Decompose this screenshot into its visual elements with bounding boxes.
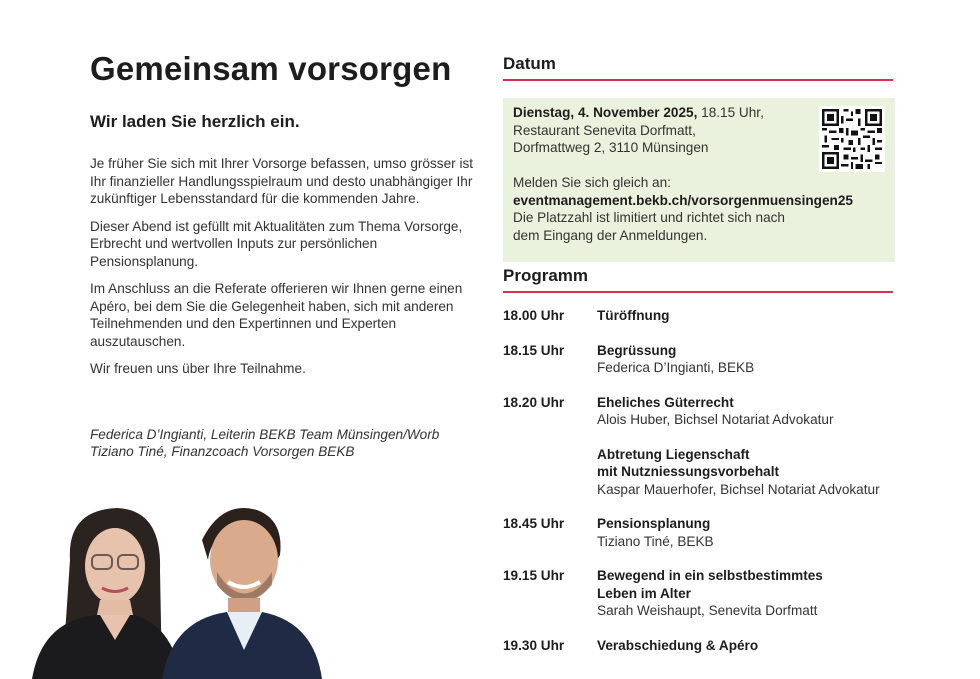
- event-info-box: [503, 98, 895, 262]
- signature-block: [90, 426, 485, 461]
- program-time: 18.00 Uhr: [503, 308, 565, 323]
- program-speaker: Tiziano Tiné, BEKB: [597, 533, 714, 549]
- program-time: 18.45 Uhr: [503, 516, 565, 531]
- program-item: [503, 515, 913, 550]
- programm-section-header: [503, 266, 893, 293]
- event-address: Dorfmattweg 2, 3110 Münsingen: [513, 140, 709, 155]
- intro-paragraph: Je früher Sie sich mit Ihrer Vorsorge befassen, umso grösser ist Ihr finanzieller Handlungsspielraum und desto unabhängiger Ihr zukünftiger Lebensstandard für die kommenden Jahre.: [90, 156, 474, 206]
- program-title: Türöffnung: [597, 308, 670, 323]
- intro-paragraph: Wir freuen uns über Ihre Teilnahme.: [90, 361, 306, 376]
- page-title: Gemeinsam vorsorgen: [90, 50, 452, 87]
- program-speaker: Alois Huber, Bichsel Notariat Advokatur: [597, 412, 834, 427]
- presenters-photo: [22, 500, 322, 679]
- program-title: Pensionsplanung: [597, 516, 711, 531]
- event-time: 18.15 Uhr,: [697, 105, 764, 120]
- program-item: [503, 307, 913, 325]
- program-speaker: Federica D’Ingianti, BEKB: [597, 360, 755, 375]
- event-venue: Restaurant Senevita Dorfmatt,: [513, 122, 696, 138]
- capacity-note: dem Eingang der Anmeldungen.: [513, 227, 708, 243]
- signature-line: Federica D’Ingianti, Leiterin BEKB Team Münsingen/Worb: [90, 426, 440, 442]
- datum-heading: Datum: [503, 54, 893, 81]
- program-item: [503, 567, 913, 620]
- program-title: Eheliches Güterrecht: [597, 394, 734, 410]
- programm-heading: Programm: [503, 266, 893, 293]
- program-speaker: Kaspar Mauerhofer, Bichsel Notariat Advokatur: [597, 481, 880, 497]
- program-item: [503, 342, 913, 377]
- register-label: Melden Sie sich gleich an:: [513, 175, 671, 190]
- invitation-subtitle: Wir laden Sie herzlich ein.: [90, 112, 300, 131]
- signature-line: Tiziano Tiné, Finanzcoach Vorsorgen BEKB: [90, 444, 355, 459]
- capacity-note: Die Platzzahl ist limitiert und richtet sich nach: [513, 210, 785, 225]
- program-title: mit Nutzniessungsvorbehalt: [597, 464, 780, 479]
- program-time: 18.20 Uhr: [503, 394, 565, 410]
- program-title: Verabschiedung & Apéro: [597, 637, 759, 653]
- register-url[interactable]: eventmanagement.bekb.ch/vorsorgenmuensingen25: [513, 192, 853, 208]
- program-time: 19.30 Uhr: [503, 637, 565, 653]
- program-time: 18.15 Uhr: [503, 342, 565, 358]
- man-portrait: [162, 508, 322, 679]
- intro-paragraph: Dieser Abend ist gefüllt mit Aktualitäten zum Thema Vorsorge, Erbrecht und wertvollen Inputs zur persönlichen Pensionsplanung.: [90, 218, 463, 269]
- program-speaker: Sarah Weishaupt, Senevita Dorfmatt: [597, 603, 818, 618]
- program-item: [503, 637, 913, 655]
- intro-column: [90, 50, 485, 461]
- program-title: Leben im Alter: [597, 585, 691, 601]
- program-title: Abtretung Liegenschaft: [597, 446, 750, 462]
- intro-paragraph: Im Anschluss an die Referate offerieren wir Ihnen gerne einen Apéro, bei dem Sie die Gelegenheit haben, sich mit anderen Teilnehmenden und den Expertinnen und Experten auszutauschen.: [90, 281, 463, 349]
- program-title: Begrüssung: [597, 342, 677, 358]
- event-date: Dienstag, 4. November 2025,: [513, 105, 698, 120]
- program-item: [503, 446, 913, 499]
- datum-section-header: [503, 54, 893, 81]
- program-title: Bewegend in ein selbstbestimmtes: [597, 568, 823, 583]
- qr-code-icon[interactable]: [819, 106, 885, 172]
- program-item: [503, 394, 913, 429]
- program-time: 19.15 Uhr: [503, 568, 565, 583]
- woman-portrait: [32, 508, 182, 679]
- programm-list: [503, 307, 913, 654]
- register-link[interactable]: [513, 192, 885, 210]
